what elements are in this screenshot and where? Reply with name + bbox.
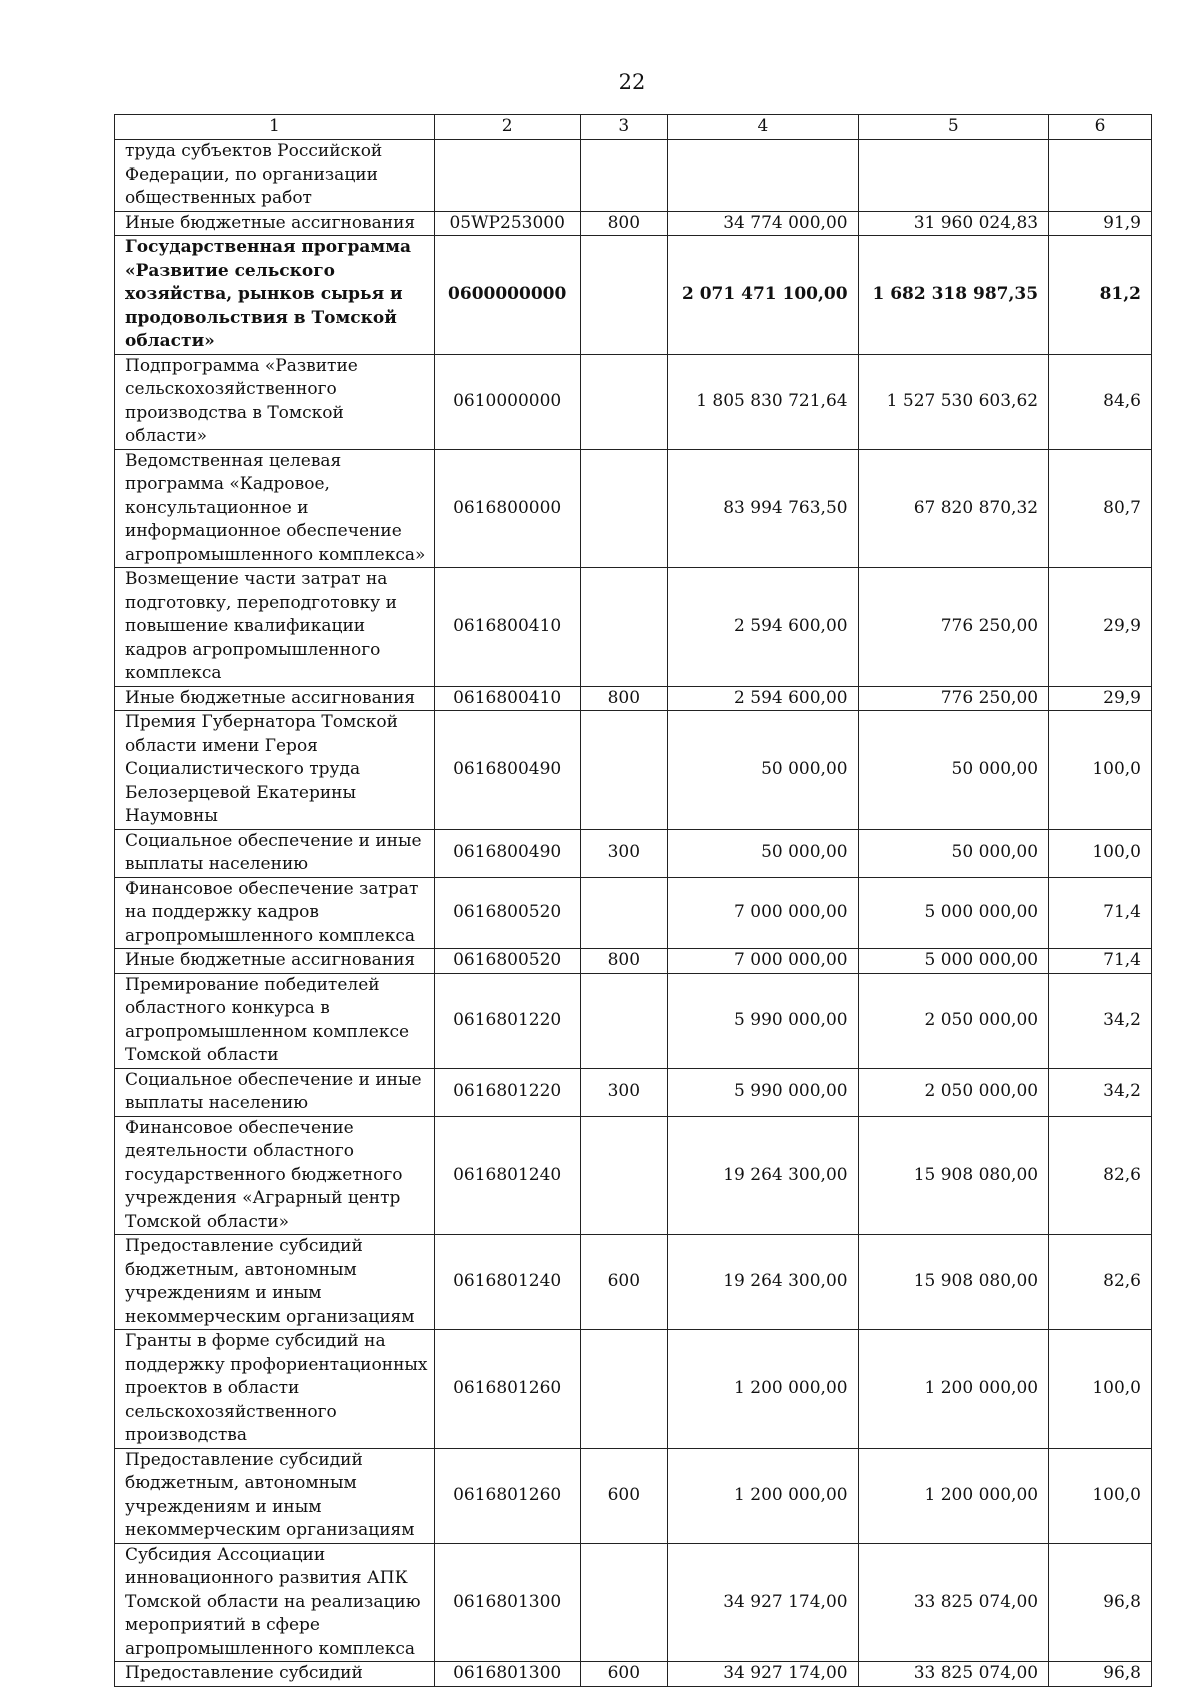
row-plan: 7 000 000,00 xyxy=(668,949,858,974)
row-plan: 2 594 600,00 xyxy=(668,568,858,687)
row-code: 0616801220 xyxy=(434,1068,580,1116)
row-plan: 34 927 174,00 xyxy=(668,1662,858,1687)
row-name: Предоставление субсидий бюджетным, автономным учреждениям и иным некоммерческим организациям xyxy=(115,1235,435,1330)
row-code: 0616801300 xyxy=(434,1662,580,1687)
row-fact: 1 200 000,00 xyxy=(858,1330,1048,1449)
row-percent: 81,2 xyxy=(1049,236,1152,355)
table-row xyxy=(115,354,1152,449)
row-name: Финансовое обеспечение затрат на поддержку кадров агропромышленного комплекса xyxy=(115,877,435,949)
row-code: 0616801300 xyxy=(434,1543,580,1662)
row-percent: 71,4 xyxy=(1049,949,1152,974)
row-percent: 82,6 xyxy=(1049,1235,1152,1330)
row-name: Премия Губернатора Томской области имени Героя Социалистического труда Белозерцевой Екатерины Наумовны xyxy=(115,711,435,830)
table-row xyxy=(115,1543,1152,1662)
row-name: Подпрограмма «Развитие сельскохозяйственного производства в Томской области» xyxy=(115,354,435,449)
header-row xyxy=(115,115,1152,140)
row-code: 0616800490 xyxy=(434,711,580,830)
table-row xyxy=(115,140,1152,212)
row-code: 0616801260 xyxy=(434,1330,580,1449)
row-type xyxy=(580,1116,668,1235)
row-code: 0600000000 xyxy=(434,236,580,355)
row-fact: 5 000 000,00 xyxy=(858,877,1048,949)
row-type: 800 xyxy=(580,686,668,711)
row-type xyxy=(580,877,668,949)
row-fact: 1 527 530 603,62 xyxy=(858,354,1048,449)
row-plan: 19 264 300,00 xyxy=(668,1116,858,1235)
row-type xyxy=(580,140,668,212)
row-percent: 29,9 xyxy=(1049,568,1152,687)
table-row xyxy=(115,1068,1152,1116)
table-row xyxy=(115,211,1152,236)
budget-table xyxy=(114,114,1152,1687)
row-fact: 33 825 074,00 xyxy=(858,1662,1048,1687)
row-plan: 7 000 000,00 xyxy=(668,877,858,949)
row-name: Социальное обеспечение и иные выплаты населению xyxy=(115,1068,435,1116)
row-percent: 100,0 xyxy=(1049,1330,1152,1449)
row-name: Предоставление субсидий бюджетным, автономным учреждениям и иным некоммерческим организациям xyxy=(115,1448,435,1543)
row-code: 0616800490 xyxy=(434,829,580,877)
row-fact: 31 960 024,83 xyxy=(858,211,1048,236)
row-percent: 80,7 xyxy=(1049,449,1152,568)
row-name: Премирование победителей областного конкурса в агропромышленном комплексе Томской области xyxy=(115,973,435,1068)
row-code: 0616801260 xyxy=(434,1448,580,1543)
row-plan: 50 000,00 xyxy=(668,829,858,877)
row-type xyxy=(580,354,668,449)
table-row xyxy=(115,1116,1152,1235)
table-row xyxy=(115,568,1152,687)
row-name: Ведомственная целевая программа «Кадровое, консультационное и информационное обеспечение агропромышленного комплекса» xyxy=(115,449,435,568)
row-type xyxy=(580,711,668,830)
table-row xyxy=(115,1330,1152,1449)
row-name: Гранты в форме субсидий на поддержку профориентационных проектов в области сельскохозяйственного производства xyxy=(115,1330,435,1449)
row-fact: 15 908 080,00 xyxy=(858,1116,1048,1235)
row-fact: 776 250,00 xyxy=(858,686,1048,711)
row-name: Иные бюджетные ассигнования xyxy=(115,949,435,974)
row-code: 0610000000 xyxy=(434,354,580,449)
row-fact: 776 250,00 xyxy=(858,568,1048,687)
row-percent: 91,9 xyxy=(1049,211,1152,236)
row-plan: 34 927 174,00 xyxy=(668,1543,858,1662)
row-plan: 1 805 830 721,64 xyxy=(668,354,858,449)
row-percent xyxy=(1049,140,1152,212)
row-percent: 100,0 xyxy=(1049,711,1152,830)
row-plan: 2 594 600,00 xyxy=(668,686,858,711)
row-code: 0616800000 xyxy=(434,449,580,568)
row-fact: 5 000 000,00 xyxy=(858,949,1048,974)
col-header-5: 5 xyxy=(858,115,1048,140)
row-code: 0616801220 xyxy=(434,973,580,1068)
row-type: 600 xyxy=(580,1662,668,1687)
row-type: 800 xyxy=(580,949,668,974)
table-row xyxy=(115,711,1152,830)
table-row xyxy=(115,1448,1152,1543)
row-code: 0616800410 xyxy=(434,568,580,687)
row-fact: 33 825 074,00 xyxy=(858,1543,1048,1662)
table-row xyxy=(115,236,1152,355)
row-fact: 50 000,00 xyxy=(858,829,1048,877)
table-row xyxy=(115,949,1152,974)
row-code: 0616801240 xyxy=(434,1116,580,1235)
row-plan: 83 994 763,50 xyxy=(668,449,858,568)
row-name: Предоставление субсидий xyxy=(115,1662,435,1687)
row-type: 300 xyxy=(580,1068,668,1116)
row-name: Социальное обеспечение и иные выплаты населению xyxy=(115,829,435,877)
row-fact: 2 050 000,00 xyxy=(858,1068,1048,1116)
row-type xyxy=(580,236,668,355)
row-type xyxy=(580,568,668,687)
row-plan: 1 200 000,00 xyxy=(668,1330,858,1449)
row-code: 05WP253000 xyxy=(434,211,580,236)
table-body xyxy=(115,140,1152,1687)
row-name: Финансовое обеспечение деятельности областного государственного бюджетного учреждения «Аграрный центр Томской области» xyxy=(115,1116,435,1235)
row-plan: 2 071 471 100,00 xyxy=(668,236,858,355)
table-row xyxy=(115,1235,1152,1330)
row-fact: 1 682 318 987,35 xyxy=(858,236,1048,355)
row-code: 0616800520 xyxy=(434,877,580,949)
row-name: Субсидия Ассоциации инновационного развития АПК Томской области на реализацию мероприятий в сфере агропромышленного комплекса xyxy=(115,1543,435,1662)
row-fact xyxy=(858,140,1048,212)
row-type xyxy=(580,1543,668,1662)
row-plan xyxy=(668,140,858,212)
row-name: Возмещение части затрат на подготовку, переподготовку и повышение квалификации кадров агропромышленного комплекса xyxy=(115,568,435,687)
row-type: 800 xyxy=(580,211,668,236)
row-plan: 5 990 000,00 xyxy=(668,1068,858,1116)
row-type: 600 xyxy=(580,1448,668,1543)
row-name: Государственная программа «Развитие сельского хозяйства, рынков сырья и продовольствия в Томской области» xyxy=(115,236,435,355)
row-type xyxy=(580,449,668,568)
table-row xyxy=(115,449,1152,568)
row-percent: 100,0 xyxy=(1049,1448,1152,1543)
row-plan: 50 000,00 xyxy=(668,711,858,830)
row-code: 0616800520 xyxy=(434,949,580,974)
row-name: Иные бюджетные ассигнования xyxy=(115,686,435,711)
row-percent: 34,2 xyxy=(1049,973,1152,1068)
col-header-3: 3 xyxy=(580,115,668,140)
row-type: 600 xyxy=(580,1235,668,1330)
row-plan: 5 990 000,00 xyxy=(668,973,858,1068)
row-percent: 84,6 xyxy=(1049,354,1152,449)
row-fact: 1 200 000,00 xyxy=(858,1448,1048,1543)
row-percent: 82,6 xyxy=(1049,1116,1152,1235)
table-row xyxy=(115,877,1152,949)
table-row xyxy=(115,973,1152,1068)
table-row xyxy=(115,686,1152,711)
row-fact: 67 820 870,32 xyxy=(858,449,1048,568)
row-type xyxy=(580,1330,668,1449)
row-fact: 2 050 000,00 xyxy=(858,973,1048,1068)
row-percent: 71,4 xyxy=(1049,877,1152,949)
col-header-1: 1 xyxy=(115,115,435,140)
col-header-6: 6 xyxy=(1049,115,1152,140)
row-fact: 50 000,00 xyxy=(858,711,1048,830)
row-plan: 19 264 300,00 xyxy=(668,1235,858,1330)
row-type xyxy=(580,973,668,1068)
col-header-2: 2 xyxy=(434,115,580,140)
table-row xyxy=(115,1662,1152,1687)
row-code: 0616801240 xyxy=(434,1235,580,1330)
table-row xyxy=(115,829,1152,877)
row-code: 0616800410 xyxy=(434,686,580,711)
row-name: Иные бюджетные ассигнования xyxy=(115,211,435,236)
row-name: труда субъектов Российской Федерации, по организации общественных работ xyxy=(115,140,435,212)
page-number: 22 xyxy=(618,70,646,94)
row-percent: 34,2 xyxy=(1049,1068,1152,1116)
row-type: 300 xyxy=(580,829,668,877)
row-fact: 15 908 080,00 xyxy=(858,1235,1048,1330)
row-plan: 34 774 000,00 xyxy=(668,211,858,236)
row-percent: 96,8 xyxy=(1049,1662,1152,1687)
row-plan: 1 200 000,00 xyxy=(668,1448,858,1543)
col-header-4: 4 xyxy=(668,115,858,140)
row-percent: 29,9 xyxy=(1049,686,1152,711)
row-code xyxy=(434,140,580,212)
row-percent: 96,8 xyxy=(1049,1543,1152,1662)
row-percent: 100,0 xyxy=(1049,829,1152,877)
